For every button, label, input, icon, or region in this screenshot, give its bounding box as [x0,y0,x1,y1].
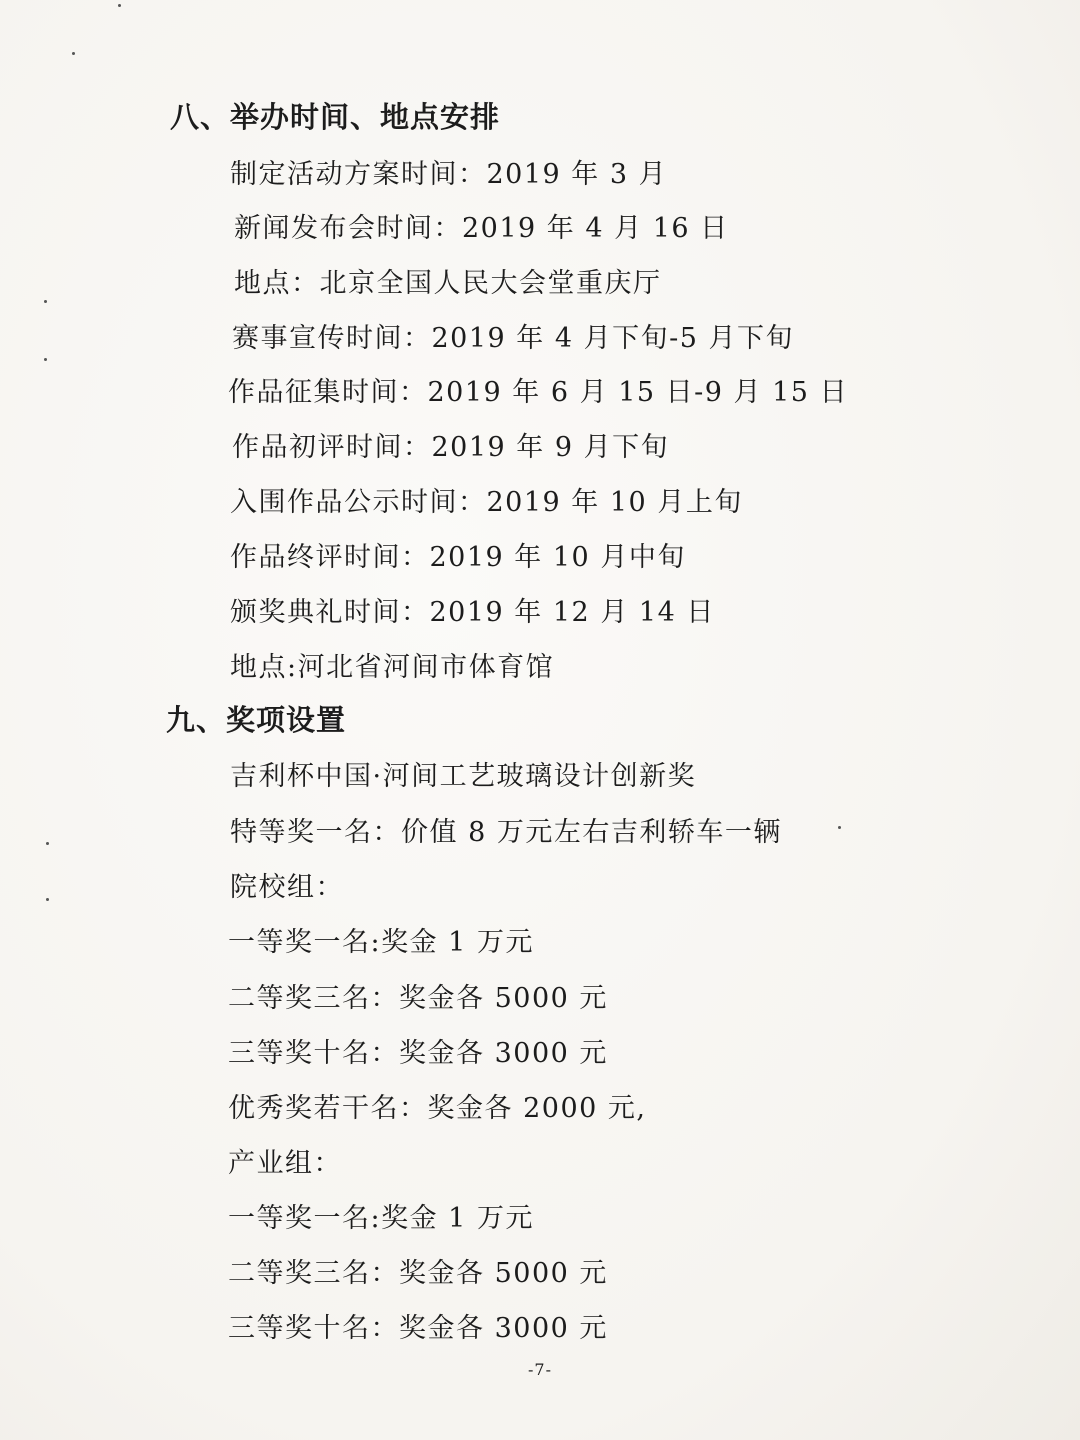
award-line: 三等奖十名：奖金各 3000 元 [228,1038,608,1069]
schedule-line: 制定活动方案时间：2019 年 3 月 [230,159,668,190]
award-line: 吉利杯中国·河间工艺玻璃设计创新奖 [230,761,697,792]
award-group-label: 院校组： [230,872,344,903]
section-8-heading: 八、举办时间、地点安排 [170,100,501,134]
section-9-heading: 九、奖项设置 [166,703,347,737]
scan-speck [46,842,49,845]
award-line: 一等奖一名:奖金 1 万元 [228,927,534,958]
schedule-line: 作品初评时间：2019 年 9 月下旬 [232,432,670,463]
schedule-line: 作品终评时间：2019 年 10 月中旬 [230,542,686,573]
award-group-label: 产业组： [228,1148,342,1179]
schedule-line: 作品征集时间：2019 年 6 月 15 日-9 月 15 日 [228,377,849,408]
scan-speck [838,826,841,829]
award-line: 二等奖三名：奖金各 5000 元 [228,1258,608,1289]
award-line: 特等奖一名：价值 8 万元左右吉利轿车一辆 [230,817,782,848]
scan-speck [44,358,47,361]
scan-speck [72,52,75,55]
award-line: 三等奖十名：奖金各 3000 元 [228,1313,608,1344]
schedule-line: 赛事宣传时间：2019 年 4 月下旬-5 月下旬 [232,323,795,354]
page-number: -7- [528,1360,552,1379]
schedule-line: 新闻发布会时间：2019 年 4 月 16 日 [234,213,729,244]
schedule-line: 地点:河北省河间市体育馆 [230,652,555,683]
schedule-line: 入围作品公示时间：2019 年 10 月上旬 [230,487,743,518]
scan-speck [46,898,49,901]
award-line: 二等奖三名：奖金各 5000 元 [228,983,608,1014]
award-line: 一等奖一名:奖金 1 万元 [228,1203,534,1234]
scan-speck [44,300,47,303]
award-line: 优秀奖若干名：奖金各 2000 元, [228,1093,647,1124]
schedule-line: 颁奖典礼时间：2019 年 12 月 14 日 [230,597,715,628]
schedule-line: 地点：北京全国人民大会堂重庆厅 [234,268,662,299]
scan-speck [118,4,121,7]
